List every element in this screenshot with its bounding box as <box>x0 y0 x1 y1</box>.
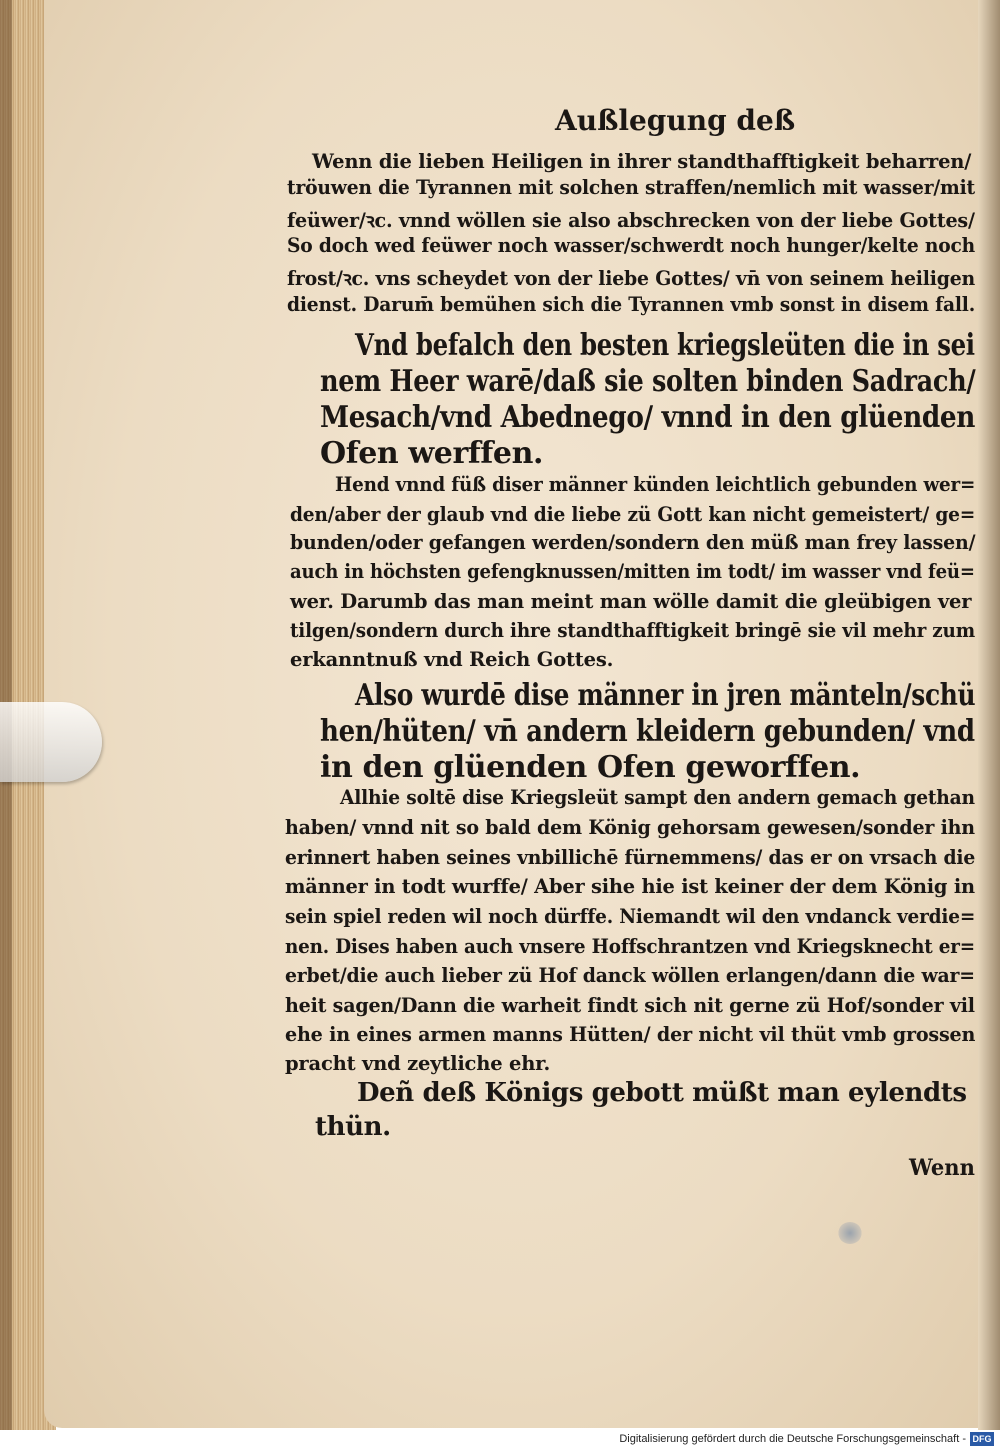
text-line: auch in höchsten gefengknussen/mitten im todt/ im wasser vnd feü= <box>290 560 975 583</box>
text-line: Allhie soltē dise Kriegsleüt sampt den andern gemach gethan <box>340 786 975 809</box>
text-line: erinnert haben seines vnbillichē fürnemmens/ das er on vrsach die <box>285 846 976 869</box>
heading-line: Vnd befalch den besten kriegsleüten die in sei <box>355 328 975 363</box>
text-line: erbet/die auch lieber zü Hof danck wöllen erlangen/dann die war= <box>285 964 975 987</box>
ink-smudge <box>838 1222 862 1244</box>
text-line: nen. Dises haben auch vnsere Hoffschrantzen vnd Kriegsknecht er= <box>285 935 975 958</box>
text-line: frost/ꝛc. vns scheydet von der liebe Gottes/ vn̄ von seinem heiligen <box>287 267 976 290</box>
heading-line: Also wurdē dise männer in jren mänteln/schü <box>355 678 976 713</box>
text-line: So doch wed feüwer noch wasser/schwerdt noch hunger/kelte noch <box>287 234 976 257</box>
running-head: Außlegung deß <box>555 104 796 137</box>
text-line: pracht vnd zeytliche ehr. <box>285 1052 551 1075</box>
text-line: erkanntnuß vnd Reich Gottes. <box>290 648 614 671</box>
text-line: tilgen/sondern durch ihre standthafftigkeit bringē sie vil mehr zum <box>290 619 976 642</box>
text-line: wer. Darumb das man meint man wölle damit die gleübigen ver <box>290 590 972 613</box>
text-line: männer in todt wurffe/ Aber sihe hie ist keiner der dem König in <box>285 875 975 898</box>
text-line: tröuwen die Tyrannen mit solchen straffen/nemlich mit wasser/mit <box>287 176 975 199</box>
heading-line: nem Heer warē/daß sie solten binden Sadrach/ <box>320 364 976 399</box>
dfg-logo-icon: DFG <box>970 1432 994 1446</box>
heading-line: in den glüenden Ofen geworffen. <box>320 750 861 785</box>
text-line: sein spiel reden wil noch dürffe. Niemandt wil den vndanck verdie= <box>285 905 976 928</box>
text-line: Hend vnnd füß diser männer künden leichtlich gebunden wer= <box>335 473 976 496</box>
funding-credit: Digitalisierung gefördert durch die Deutsche Forschungsgemeinschaft - <box>619 1433 966 1445</box>
text-line: dienst. Darum̄ bemühen sich die Tyrannen vmb sonst in disem fall. <box>287 293 976 316</box>
heading-line: hen/hüten/ vn̄ andern kleidern gebunden/ vnd <box>320 714 975 749</box>
text-line: bunden/oder gefangen werden/sondern den müß man frey lassen/ <box>290 531 976 554</box>
heading-line: Mesach/vnd Abednego/ vnnd in den glüenden <box>320 400 976 435</box>
text-line: haben/ vnnd nit so bald dem König gehorsam gewesen/sonder ihn <box>285 816 975 839</box>
catchword: Wenn <box>909 1155 975 1181</box>
page-gutter-shadow <box>978 0 1000 1430</box>
text-line: ehe in eines armen manns Hütten/ der nicht vil thüt vmb grossen <box>285 1023 976 1046</box>
heading-line: Ofen werffen. <box>320 436 544 471</box>
heading-line: thün. <box>315 1112 391 1142</box>
heading-line: Deñ deß Königs gebott müßt man eylendts <box>357 1078 967 1108</box>
text-line: den/aber der glaub vnd die liebe zü Gott kan nicht gemeistert/ ge= <box>290 503 976 526</box>
text-line: feüwer/ꝛc. vnnd wöllen sie also abschrecken von der liebe Gottes/ <box>287 209 975 232</box>
text-line: heit sagen/Dann die warheit findt sich nit gerne zü Hof/sonder vil <box>285 994 975 1017</box>
text-line: Wenn die lieben Heiligen in ihrer standthafftigkeit beharren/ <box>312 150 972 173</box>
page-clip-marker <box>0 702 102 782</box>
